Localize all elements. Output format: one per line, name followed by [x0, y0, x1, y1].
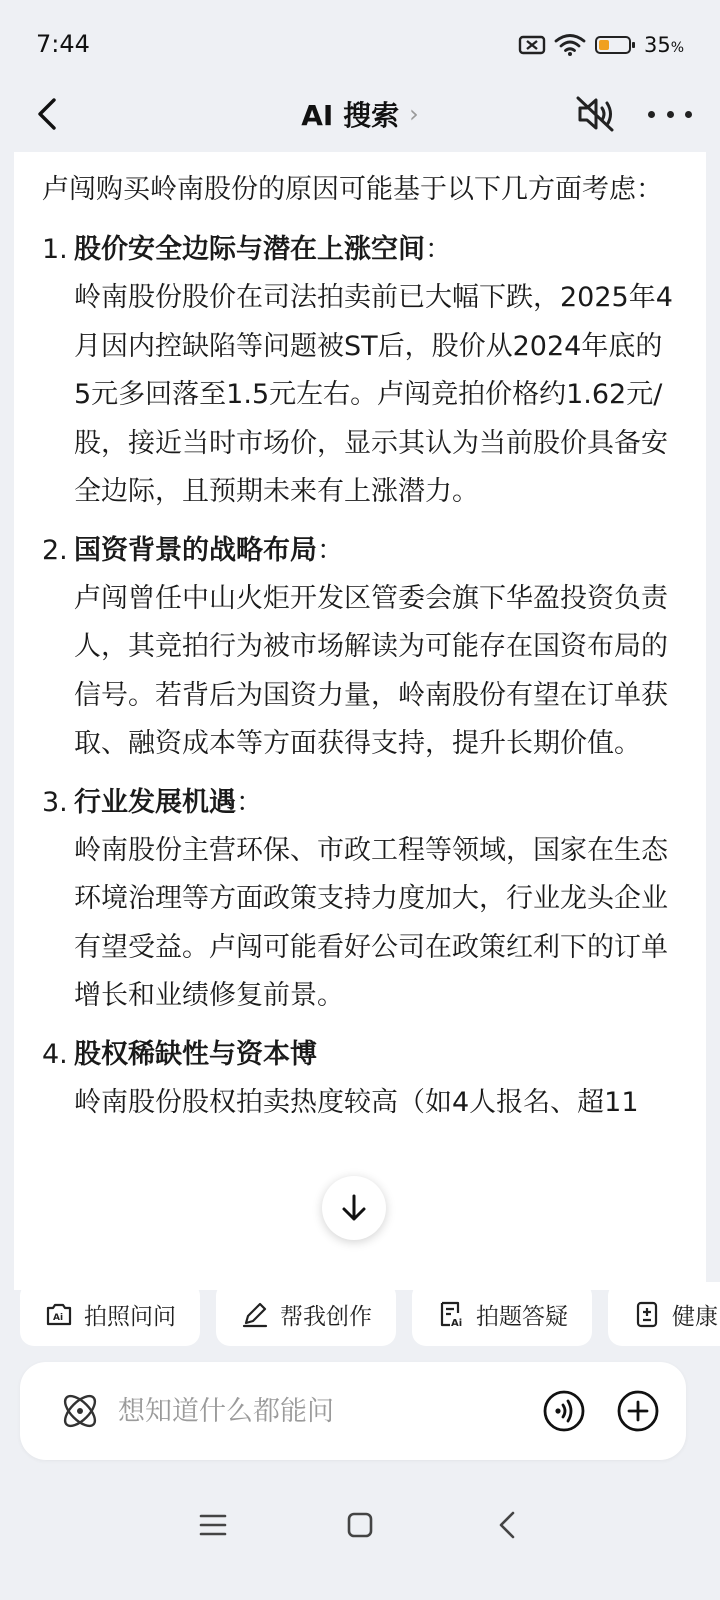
back-nav-icon [495, 1510, 519, 1540]
answer-intro: 卢闯购买岭南股份的原因可能基于以下几方面考虑： [42, 174, 663, 205]
chip-label: 健康 [672, 1303, 718, 1330]
scroll-down-button[interactable] [322, 1176, 386, 1240]
list-item [42, 226, 676, 517]
item-colon: ： [317, 534, 344, 566]
item-body: 卢闯曾任中山火炬开发区管委会旗下华盈投资负责人，其竞拍行为被市场解读为可能存在国资布局的信号。若背后为国资力量，岭南股份有望在订单获取、融资成本等方面获得支持，提升长期价值。 [74, 582, 668, 759]
answer-content [14, 152, 706, 1290]
chevron-right-icon: › [409, 100, 419, 128]
ai-camera-icon [44, 1299, 74, 1329]
no-sim-icon [518, 34, 546, 56]
more-button[interactable] [648, 94, 692, 134]
item-title: 股价安全边际与潜在上涨空间 [74, 234, 425, 265]
chip-question-answer[interactable] [412, 1282, 592, 1346]
recent-apps-button[interactable] [193, 1505, 233, 1545]
quick-action-chips [20, 1282, 720, 1346]
chip-label: 拍照问问 [84, 1303, 176, 1330]
status-icons [518, 33, 684, 57]
item-number: 3. [42, 786, 68, 818]
list-item [42, 527, 676, 769]
ai-document-icon [436, 1299, 466, 1329]
item-colon: ： [425, 234, 452, 265]
more-icon-dot [648, 111, 655, 118]
arrow-down-icon [339, 1193, 369, 1223]
system-nav-bar [0, 1490, 720, 1560]
item-colon: ： [236, 786, 263, 818]
item-title: 行业发展机遇 [74, 786, 236, 818]
svg-text:Ai: Ai [451, 1318, 463, 1329]
page-title: AI 搜索 [301, 99, 400, 132]
more-icon-dot [667, 111, 674, 118]
app-header [0, 78, 720, 150]
item-title: 股权稀缺性与资本博 [74, 1038, 317, 1070]
pen-icon [240, 1299, 270, 1329]
more-icon-dot [685, 111, 692, 118]
voice-icon [542, 1389, 586, 1433]
wifi-icon [554, 33, 586, 57]
chat-input-bar [20, 1362, 686, 1460]
chip-health[interactable] [608, 1282, 720, 1346]
mute-button[interactable] [574, 94, 618, 134]
item-title: 国资背景的战略布局 [74, 534, 317, 566]
chip-create[interactable] [216, 1282, 396, 1346]
battery-icon [594, 34, 636, 56]
medical-icon [632, 1299, 662, 1329]
item-number: 2. [42, 534, 68, 566]
plus-icon [616, 1389, 660, 1433]
battery-percent: 35% [643, 33, 684, 57]
item-number: 1. [42, 234, 68, 265]
mute-icon [574, 94, 618, 134]
back-nav-button[interactable] [487, 1505, 527, 1545]
back-icon [30, 94, 70, 134]
item-body: 岭南股份主营环保、市政工程等领域，国家在生态环境治理等方面政策支持力度加大，行业龙头企业有望受益。卢闯可能看好公司在政策红利下的订单增长和业绩修复前景。 [74, 834, 668, 1011]
item-body: 岭南股份股价在司法拍卖前已大幅下跌，2025年4月因内控缺陷等问题被ST后，股价从2024年底的5元多回落至1.5元左右。卢闯竞拍价格约1.62元/股，接近当时市场价，显示其认为当前股价具备安全边际，且预期未来有上涨潜力。 [74, 282, 673, 507]
home-button[interactable] [340, 1505, 380, 1545]
chip-label: 帮我创作 [280, 1303, 372, 1330]
item-number: 4. [42, 1038, 68, 1070]
voice-button[interactable] [542, 1389, 586, 1433]
add-button[interactable] [616, 1389, 660, 1433]
chat-input[interactable] [118, 1396, 512, 1427]
chip-photo-ask[interactable] [20, 1282, 200, 1346]
list-item [42, 779, 676, 1021]
status-bar [0, 0, 720, 90]
menu-icon [199, 1513, 227, 1537]
back-button[interactable] [30, 94, 70, 134]
chip-label: 拍题答疑 [476, 1303, 568, 1330]
list-item [42, 1031, 676, 1128]
svg-text:Ai: Ai [53, 1313, 64, 1323]
home-icon [346, 1511, 374, 1539]
item-body: 岭南股份股权拍卖热度较高（如4人报名、超11 [74, 1086, 639, 1118]
status-time: 7:44 [36, 30, 90, 58]
title-button[interactable] [301, 94, 418, 134]
ai-logo-icon [56, 1387, 104, 1435]
